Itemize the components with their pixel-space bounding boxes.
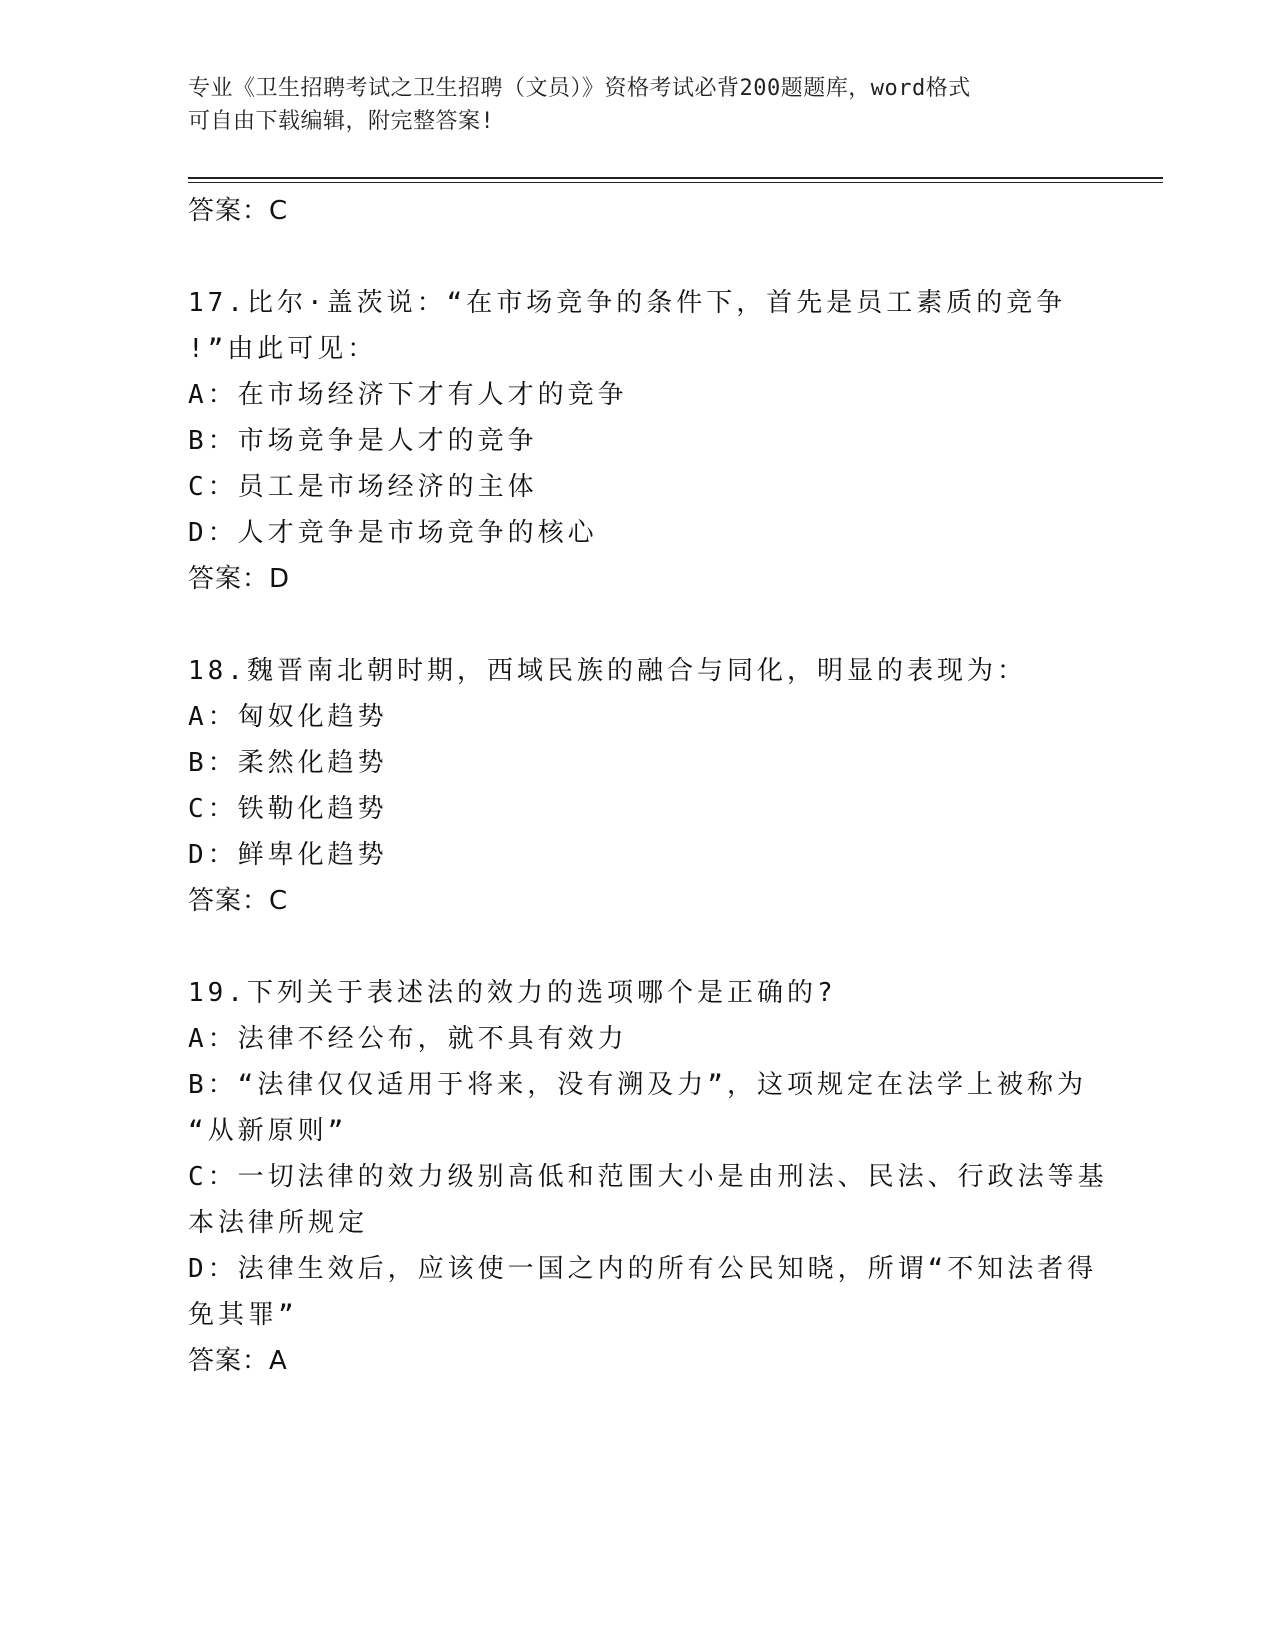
question-stem-line: !”由此可见：	[188, 334, 378, 364]
option-b: B：市场竞争是人才的竞争	[188, 426, 538, 456]
option-d: D：人才竞争是市场竞争的核心	[188, 518, 598, 548]
page-header	[188, 72, 1088, 138]
question-block	[188, 970, 1108, 1384]
spacer	[188, 924, 1088, 970]
answer-line: 答案：D	[188, 564, 291, 594]
question-stem-line: 19.下列关于表述法的效力的选项哪个是正确的?	[188, 978, 837, 1008]
question-stem-line: 17.比尔·盖茨说：“在市场竞争的条件下，首先是员工素质的竞争	[188, 288, 1067, 318]
option-a: A：匈奴化趋势	[188, 702, 388, 732]
option-a: A：在市场经济下才有人才的竞争	[188, 380, 628, 410]
option-b-continued: “从新原则”	[188, 1116, 348, 1146]
option-b: B：柔然化趋势	[188, 748, 388, 778]
option-c: C：铁勒化趋势	[188, 794, 388, 824]
question-list	[188, 188, 1108, 1384]
option-c-continued: 本法律所规定	[188, 1208, 369, 1238]
option-d: D：鲜卑化趋势	[188, 840, 388, 870]
answer-line: 答案：C	[188, 886, 289, 916]
spacer	[188, 602, 1088, 648]
option-b: B：“法律仅仅适用于将来，没有溯及力”，这项规定在法学上被称为	[188, 1070, 1087, 1100]
header-rule-thick	[188, 177, 1163, 179]
option-d: D：法律生效后，应该使一国之内的所有公民知晓，所谓“不知法者得	[188, 1254, 1098, 1284]
previous-answer: 答案：C	[188, 196, 289, 226]
header-line-1: 专业《卫生招聘考试之卫生招聘（文员）》资格考试必背200题题库，word格式	[188, 76, 971, 101]
option-c: C：一切法律的效力级别高低和范围大小是由刑法、民法、行政法等基	[188, 1162, 1108, 1192]
option-c: C：员工是市场经济的主体	[188, 472, 538, 502]
header-rule-thin	[188, 182, 1163, 183]
question-block	[188, 280, 1088, 602]
question-block	[188, 648, 1088, 924]
option-a: A：法律不经公布，就不具有效力	[188, 1024, 628, 1054]
answer-line: 答案：A	[188, 1346, 288, 1376]
header-line-2: 可自由下载编辑，附完整答案!	[188, 109, 495, 134]
spacer	[188, 234, 1088, 280]
question-stem-line: 18.魏晋南北朝时期，西域民族的融合与同化，明显的表现为：	[188, 656, 1027, 686]
option-d-continued: 免其罪”	[188, 1300, 298, 1330]
